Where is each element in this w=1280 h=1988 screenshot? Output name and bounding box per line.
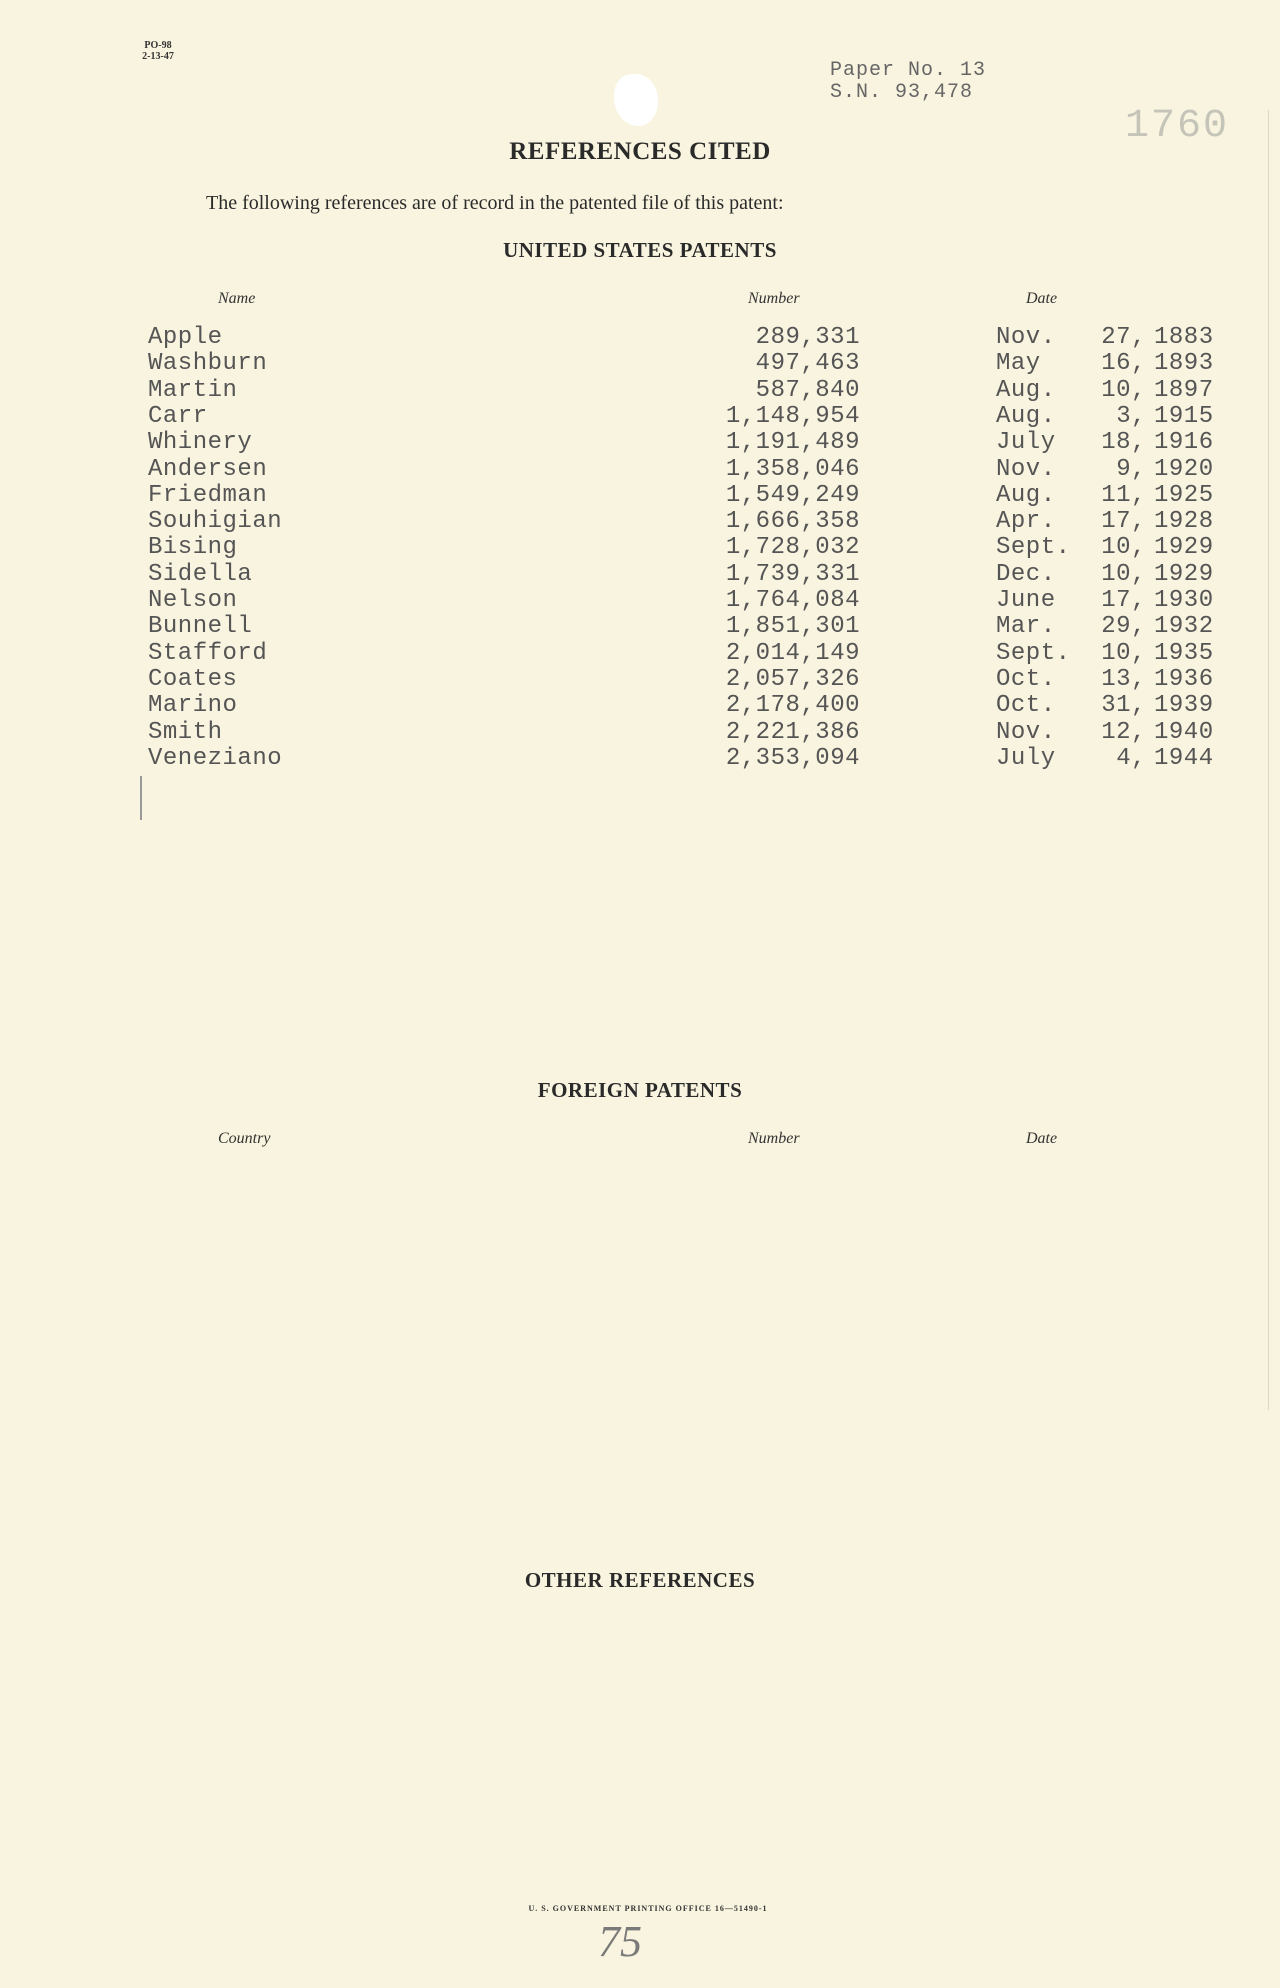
patent-name: Friedman bbox=[148, 481, 268, 509]
patent-month: Nov. bbox=[996, 324, 1056, 351]
patent-month: June bbox=[996, 587, 1056, 614]
patent-day: 13, bbox=[1101, 665, 1146, 693]
patent-month: July bbox=[996, 429, 1056, 457]
patent-day: 9, bbox=[1116, 455, 1146, 483]
patent-month: Nov. bbox=[996, 455, 1056, 483]
table-row bbox=[0, 350, 1280, 376]
patent-name: Martin bbox=[148, 376, 238, 404]
patent-number: 1,851,301 bbox=[725, 613, 860, 641]
patent-name: Bunnell bbox=[148, 613, 253, 641]
printer-footer: U. S. GOVERNMENT PRINTING OFFICE 16—51490-1 bbox=[528, 1904, 768, 1913]
patent-name: Sidella bbox=[148, 560, 253, 588]
patent-number: 1,549,249 bbox=[725, 481, 860, 509]
patent-number: 2,057,326 bbox=[725, 665, 860, 693]
patent-number: 1,666,358 bbox=[725, 508, 860, 536]
patent-year: 1930 bbox=[1154, 587, 1214, 614]
patent-day: 4, bbox=[1116, 744, 1146, 772]
col-header-country: Country bbox=[218, 1130, 271, 1147]
patent-month: July bbox=[996, 744, 1056, 772]
patent-day: 16, bbox=[1101, 350, 1146, 378]
patent-month: Aug. bbox=[996, 376, 1056, 404]
patent-year: 1944 bbox=[1154, 744, 1214, 772]
patent-name: Washburn bbox=[148, 350, 268, 378]
margin-mark bbox=[140, 776, 142, 820]
patent-number: 289,331 bbox=[755, 324, 860, 351]
patent-year: 1935 bbox=[1154, 639, 1214, 667]
patent-number: 1,764,084 bbox=[725, 587, 860, 614]
table-row bbox=[0, 719, 1280, 745]
table-row bbox=[0, 666, 1280, 692]
table-row bbox=[0, 692, 1280, 718]
stamp-number: 1760 bbox=[1125, 104, 1230, 149]
patent-name: Nelson bbox=[148, 587, 238, 614]
patent-month: Dec. bbox=[996, 560, 1056, 588]
other-references-heading: OTHER REFERENCES bbox=[524, 1568, 756, 1592]
col-header-foreign-number: Number bbox=[748, 1130, 800, 1147]
patent-month: Oct. bbox=[996, 665, 1056, 693]
patent-month: Sept. bbox=[996, 534, 1071, 562]
patent-day: 10, bbox=[1101, 376, 1146, 404]
patent-month: Aug. bbox=[996, 402, 1056, 430]
patent-day: 27, bbox=[1101, 324, 1146, 351]
punch-hole bbox=[614, 74, 658, 126]
table-row bbox=[0, 745, 1280, 771]
table-row bbox=[0, 613, 1280, 639]
patent-number: 1,191,489 bbox=[725, 429, 860, 457]
col-header-number: Number bbox=[748, 290, 800, 307]
patent-day: 31, bbox=[1101, 692, 1146, 720]
patent-day: 17, bbox=[1101, 587, 1146, 614]
patent-name: Carr bbox=[148, 402, 208, 430]
patent-name: Bising bbox=[148, 534, 238, 562]
table-row bbox=[0, 482, 1280, 508]
patent-year: 1915 bbox=[1154, 402, 1214, 430]
table-row bbox=[0, 534, 1280, 560]
patent-day: 12, bbox=[1101, 718, 1146, 746]
paper-number: Paper No. 13 bbox=[830, 59, 987, 82]
table-row bbox=[0, 508, 1280, 534]
table-row bbox=[0, 640, 1280, 666]
patent-number: 1,148,954 bbox=[725, 402, 860, 430]
patent-month: Aug. bbox=[996, 481, 1056, 509]
patent-name: Andersen bbox=[148, 455, 268, 483]
patent-name: Veneziano bbox=[148, 744, 283, 772]
us-patents-heading: UNITED STATES PATENTS bbox=[503, 238, 777, 262]
patent-number: 2,014,149 bbox=[725, 639, 860, 667]
patent-year: 1932 bbox=[1154, 613, 1214, 641]
patent-year: 1929 bbox=[1154, 560, 1214, 588]
patent-year: 1925 bbox=[1154, 481, 1214, 509]
patent-day: 10, bbox=[1101, 534, 1146, 562]
patent-year: 1928 bbox=[1154, 508, 1214, 536]
serial-number: S.N. 93,478 bbox=[830, 81, 974, 104]
patent-name: Apple bbox=[148, 324, 223, 351]
patent-year: 1940 bbox=[1154, 718, 1214, 746]
patent-name: Smith bbox=[148, 718, 223, 746]
patent-year: 1883 bbox=[1154, 324, 1214, 351]
foreign-patents-heading: FOREIGN PATENTS bbox=[537, 1078, 743, 1102]
patent-day: 29, bbox=[1101, 613, 1146, 641]
patent-year: 1929 bbox=[1154, 534, 1214, 562]
patent-name: Marino bbox=[148, 692, 238, 720]
table-row bbox=[0, 429, 1280, 455]
patent-month: Oct. bbox=[996, 692, 1056, 720]
patent-name: Stafford bbox=[148, 639, 268, 667]
patent-name: Souhigian bbox=[148, 508, 283, 536]
patent-number: 1,739,331 bbox=[725, 560, 860, 588]
patent-month: Nov. bbox=[996, 718, 1056, 746]
patent-number: 587,840 bbox=[755, 376, 860, 404]
patent-day: 17, bbox=[1101, 508, 1146, 536]
col-header-date: Date bbox=[1026, 290, 1058, 307]
patent-number: 2,178,400 bbox=[725, 692, 860, 720]
col-header-foreign-date: Date bbox=[1026, 1130, 1058, 1147]
patent-year: 1893 bbox=[1154, 350, 1214, 378]
form-code: PO-98 bbox=[144, 40, 172, 51]
table-row bbox=[0, 561, 1280, 587]
patent-day: 10, bbox=[1101, 639, 1146, 667]
patent-day: 3, bbox=[1116, 402, 1146, 430]
patent-day: 10, bbox=[1101, 560, 1146, 588]
patent-month: Sept. bbox=[996, 639, 1071, 667]
intro-text: The following references are of record in the patented file of this patent: bbox=[206, 192, 784, 214]
patent-year: 1916 bbox=[1154, 429, 1214, 457]
patent-name: Coates bbox=[148, 665, 238, 693]
patent-day: 18, bbox=[1101, 429, 1146, 457]
patent-year: 1939 bbox=[1154, 692, 1214, 720]
patent-day: 11, bbox=[1101, 481, 1146, 509]
patent-month: May bbox=[996, 350, 1041, 378]
patent-number: 2,221,386 bbox=[725, 718, 860, 746]
patent-number: 1,728,032 bbox=[725, 534, 860, 562]
patent-number: 1,358,046 bbox=[725, 455, 860, 483]
patent-year: 1920 bbox=[1154, 455, 1214, 483]
patent-number: 2,353,094 bbox=[725, 744, 860, 772]
patent-year: 1936 bbox=[1154, 665, 1214, 693]
patent-month: Mar. bbox=[996, 613, 1056, 641]
patent-month: Apr. bbox=[996, 508, 1056, 536]
page-title: REFERENCES CITED bbox=[509, 138, 771, 165]
patent-year: 1897 bbox=[1154, 376, 1214, 404]
patent-name: Whinery bbox=[148, 429, 253, 457]
form-date: 2-13-47 bbox=[142, 51, 174, 62]
table-row bbox=[0, 587, 1280, 613]
table-row bbox=[0, 377, 1280, 403]
table-row bbox=[0, 456, 1280, 482]
table-row bbox=[0, 324, 1280, 350]
handwritten-number: 75 bbox=[598, 1917, 642, 1966]
table-row bbox=[0, 403, 1280, 429]
form-number bbox=[128, 40, 188, 62]
col-header-name: Name bbox=[218, 290, 256, 307]
paper-info bbox=[830, 60, 986, 104]
patent-number: 497,463 bbox=[755, 350, 860, 378]
